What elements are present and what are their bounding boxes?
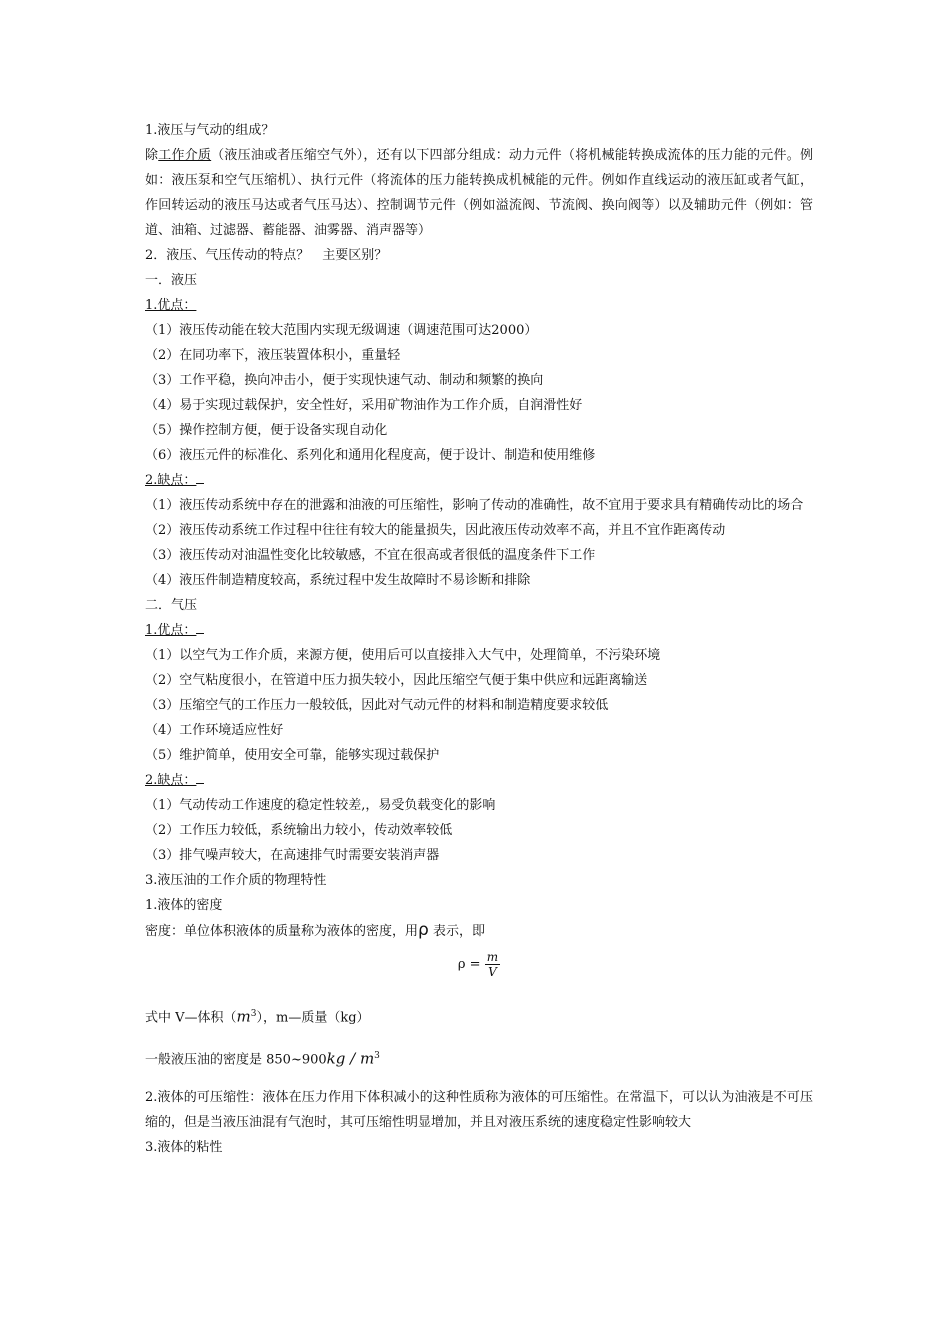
volume-unit: m [236,1007,251,1026]
pneumatic-adv-heading: 1.优点： [145,618,813,643]
formula-denominator: V [488,965,497,979]
list-item: （2）在同功率下，液压装置体积小，重量轻 [145,348,401,363]
formula-lhs: ρ = [457,957,481,972]
density-unit: kg / m [326,1049,375,1068]
list-item: （3）排气噪声较大，在高速排气时需要安装消声器 [145,848,440,863]
typical-density: 一般液压油的密度是 850~900kg / $m^3$ [145,1049,380,1068]
formula-fraction [485,950,500,979]
list-item: （3）液压传动对油温性变化比较敏感，不宜在很高或者很低的温度条件下工作 [145,548,596,563]
q2-title: 2．液压、气压传动的特点？ 主要区别？ [145,248,388,263]
rho-symbol: ρ [418,920,429,940]
pneumatic-heading: 二．气压 [145,598,198,613]
list-item: （2）液压传动系统工作过程中往往有较大的能量损失，因此液压传动效率不高，并且不宜作距离传动 [145,523,726,538]
list-item: （5）操作控制方便，便于设备实现自动化 [145,423,388,438]
list-item: （6）液压元件的标准化、系列化和通用化程度高，便于设计、制造和使用维修 [145,448,596,463]
q1-title: 1.液压与气动的组成？ [145,123,275,138]
hydraulic-heading: 一．液压 [145,273,198,288]
hydraulic-dis-heading: 2.缺点： [145,468,813,493]
list-item: （2）工作压力较低，系统输出力较小，传动效率较低 [145,823,453,838]
q3-title: 3.液压油的工作介质的物理特性 [145,873,327,888]
list-item: （3）工作平稳，换向冲击小，便于实现快速气动、制动和频繁的换向 [145,373,544,388]
formula-numerator: m [486,950,499,964]
q1-underlined-term: 工作介质 [158,148,212,163]
list-item: （4）易于实现过载保护，安全性好，采用矿物油作为工作介质，自润滑性好 [145,398,583,413]
list-item: （1）气动传动工作速度的稳定性较差,，易受负载变化的影响 [145,798,496,813]
q1-lead: 除 [145,148,159,163]
document-page [145,118,813,1160]
list-item: （4）液压件制造精度较高，系统过程中发生故障时不易诊断和排除 [145,573,531,588]
density-formula [145,950,813,992]
list-item: （5）维护简单，使用安全可靠，能够实现过载保护 [145,748,440,763]
list-item: （1）以空气为工作介质，来源方便，使用后可以直接排入大气中，处理简单，不污染环境 [145,648,661,663]
hydraulic-adv-heading: 1.优点： [145,298,197,313]
density-definition: 密度：单位体积液体的质量称为液体的密度，用ρ 表示，即 [145,920,485,940]
list-item: （4）工作环境适应性好 [145,723,284,738]
formula-where: 式中 V—体积$(m^3)$，m—质量（kg） [145,1007,370,1026]
list-item: （3）压缩空气的工作压力一般较低，因此对气动元件的材料和制造精度要求较低 [145,698,609,713]
list-item: （1）液压传动能在较大范围内实现无级调速（调速范围可达2000） [145,323,538,338]
compressibility-paragraph: 2.液体的可压缩性：液体在压力作用下体积减小的这种性质称为液体的可压缩性。在常温下，可以认为油液是不可压缩的，但是当液压油混有气泡时，其可压缩性明显增加，并且对液压系统的速度稳定性影响较大 [145,1089,813,1130]
density-heading: 1.液体的密度 [145,898,223,913]
list-item: （1）液压传动系统中存在的泄露和油液的可压缩性，影响了传动的准确性，故不宜用于要求具有精确传动比的场合 [145,498,804,513]
list-item: （2）空气粘度很小，在管道中压力损失较小，因此压缩空气便于集中供应和远距离输送 [145,673,648,688]
q1-paragraph [145,143,813,243]
pneumatic-dis-heading: 2.缺点： [145,768,813,793]
q1-rest: （液压油或者压缩空气外），还有以下四部分组成：动力元件（将机械能转换成流体的压力能的元件。例如：液压泵和空气压缩机）、执行元件（将流体的压力能转换成机械能的元件。例如作直线运动的液压缸或者气缸，作回转运动的液压马达或者气压马达）、控制调节元件（例如溢流阀、节流阀、换向阀等）以及辅助元件（例如：管道、油箱、过滤器、蓄能器、油雾器、消声器等） [145,148,813,238]
viscosity-heading: 3.液体的粘性 [145,1139,223,1155]
